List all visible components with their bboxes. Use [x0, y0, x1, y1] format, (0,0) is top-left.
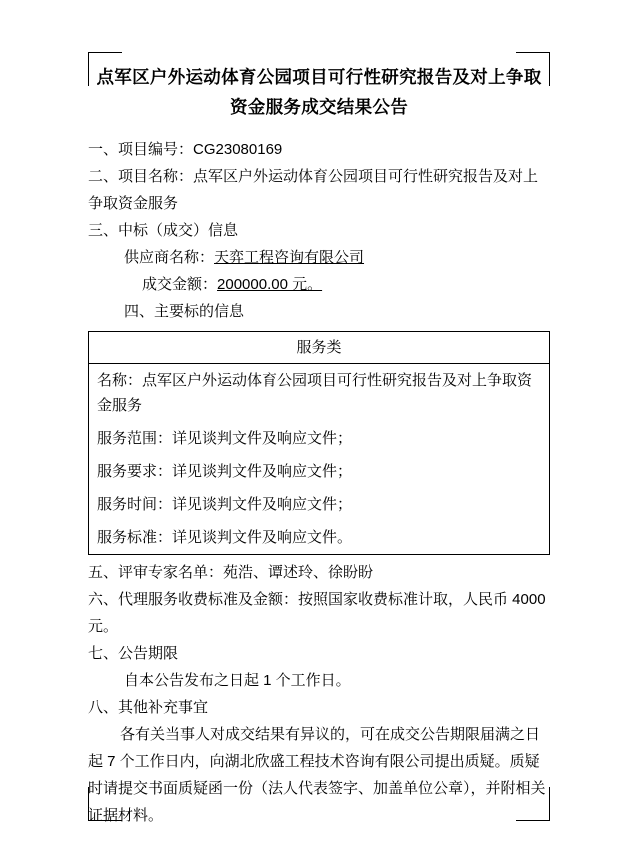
section-supplementary-label: 八、其他补充事宜 — [88, 699, 209, 716]
table-row — [89, 488, 550, 521]
supplier-line — [88, 244, 550, 271]
table-cell-name: 名称：点军区户外运动体育公园项目可行性研究报告及对上争取资金服务 — [89, 364, 550, 423]
table-header-row — [89, 332, 550, 364]
title-line-1: 点军区户外运动体育公园项目可行性研究报告及对上争取 — [96, 67, 542, 87]
table-row — [89, 422, 550, 455]
amount-label: 成交金额： — [142, 276, 218, 293]
section-2-value: 点军区户外运动体育公园项目可行性研究报告及对上争取资金服务 — [88, 168, 539, 212]
document-body — [88, 62, 550, 829]
section-notice-period-label: 七、公告期限 — [88, 645, 179, 662]
main-subject-table — [88, 331, 550, 555]
supplier-label: 供应商名称： — [124, 249, 215, 266]
amount-value: 200000.00 元。 — [217, 276, 323, 293]
table-cell-scope: 服务范围：详见谈判文件及响应文件； — [89, 422, 550, 455]
section-supplementary-body: 各有关当事人对成交结果有异议的，可在成交公告期限届满之日起 7 个工作日内，向湖北欣盛工程技术咨询有限公司提出质疑。质疑时请提交书面质疑函一份（法人代表签字、加盖单位公章），并附相关证据材料。 — [88, 726, 546, 824]
table-header-service-type: 服务类 — [89, 332, 550, 364]
section-main-subject-label: 四、主要标的信息 — [124, 303, 245, 320]
section-award-info — [88, 217, 550, 244]
table-cell-requirement: 服务要求：详见谈判文件及响应文件； — [89, 455, 550, 488]
page-title — [88, 62, 550, 122]
section-1-label: 一、项目编号： — [88, 141, 194, 158]
section-agency-fee: 六、代理服务收费标准及金额：按照国家收费标准计取，人民币 4000 元。 — [88, 591, 546, 635]
table-cell-standard: 服务标准：详见谈判文件及响应文件。 — [89, 521, 550, 555]
amount-line — [88, 271, 550, 298]
section-1-value: CG23080169 — [193, 141, 283, 158]
crop-mark-top-right-h — [516, 52, 550, 53]
section-2-label: 二、项目名称： — [88, 168, 194, 185]
title-line-2: 资金服务成交结果公告 — [230, 97, 408, 117]
crop-mark-top-left-h — [88, 52, 122, 53]
supplier-name: 天弈工程咨询有限公司 — [214, 249, 365, 266]
table-row — [89, 364, 550, 423]
table-cell-time: 服务时间：详见谈判文件及响应文件； — [89, 488, 550, 521]
section-expert-list: 五、评审专家名单：苑浩、谭述玲、徐盼盼 — [88, 564, 374, 581]
table-row — [89, 455, 550, 488]
section-3-label: 三、中标（成交）信息 — [88, 222, 239, 239]
section-project-name — [88, 163, 550, 217]
table-row — [89, 521, 550, 555]
section-notice-period-body: 自本公告发布之日起 1 个工作日。 — [124, 672, 351, 689]
section-project-number — [88, 136, 550, 163]
